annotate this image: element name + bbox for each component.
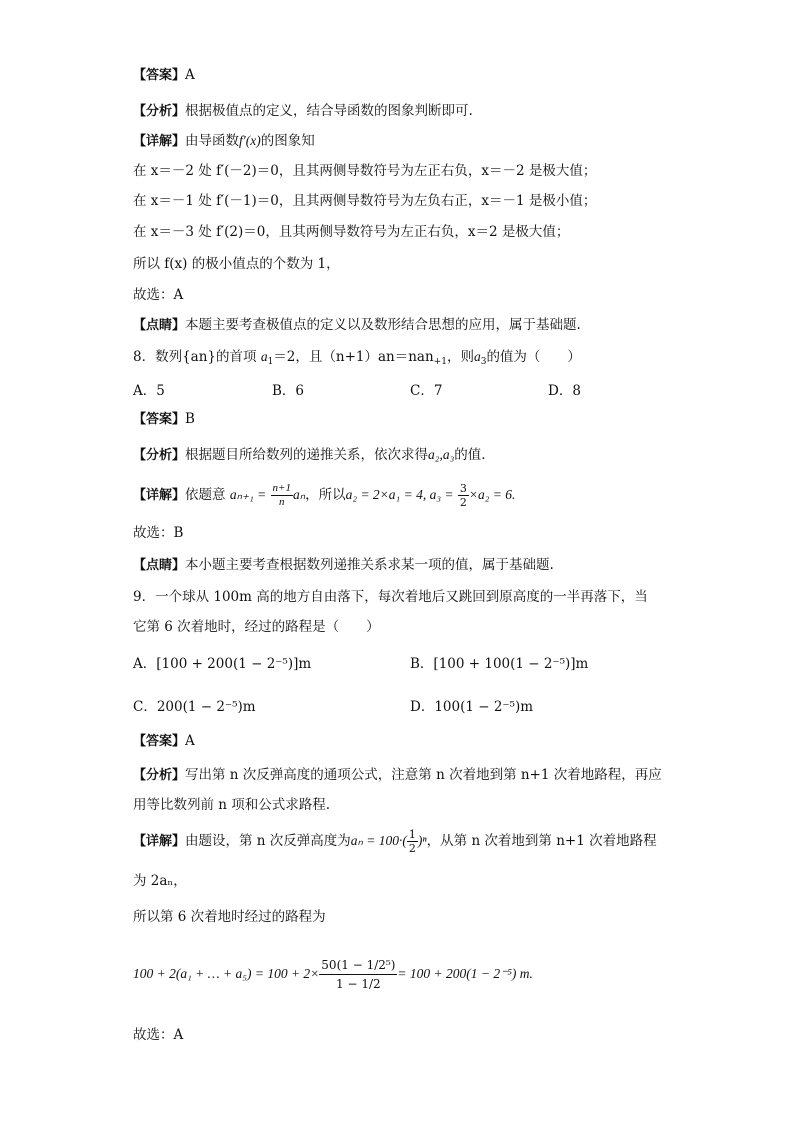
- q9-option-c: [133, 695, 256, 715]
- q9-option-b: [410, 652, 588, 672]
- detail-mid: ，所以: [305, 487, 346, 503]
- answer-tag: 【答案】: [133, 734, 186, 749]
- formula-eq2: ×a₂ = 6.: [468, 487, 516, 502]
- q8-option-a: A．5: [133, 383, 165, 399]
- fraction-half: [407, 828, 418, 855]
- answer-value: B: [185, 411, 195, 427]
- q8-option-d: D．8: [548, 383, 581, 399]
- option-formula: [100 + 100(1 − 2⁻⁵)]m: [433, 656, 589, 672]
- q7-detail: [133, 132, 315, 151]
- q9-analysis-line2: 用等比数列前 n 项和公式求路程.: [133, 797, 331, 813]
- detail-text: 由题设，第 n 次反弹高度为: [185, 833, 351, 849]
- q9-stem-line2: 它第 6 次着地时，经过的路程是（ ）: [133, 619, 380, 635]
- calc-lhs: 100 + 2(a₁ + … + a₅) = 100 + 2×: [133, 966, 320, 981]
- stem-part: ＝2，且（n+1）an＝nan: [273, 349, 434, 365]
- option-formula: [100 + 200(1 − 2⁻⁵)]m: [156, 656, 312, 672]
- option-formula: 100(1 − 2⁻⁵)m: [434, 699, 534, 715]
- analysis-text: 写出第 n 次反弹高度的通项公式，注意第 n 次着地到第 n+1 次着地路程，再应: [185, 767, 662, 783]
- q9-detail-line3: 所以第 6 次着地时经过的路程为: [133, 909, 326, 925]
- var-a1-sub: 1: [267, 357, 274, 367]
- formula-an: aₙ: [292, 487, 306, 502]
- analysis-text: 根据极值点的定义，结合导函数的图象判断即可.: [185, 103, 473, 119]
- q8-comment: [133, 556, 554, 575]
- option-label: D．: [410, 699, 435, 715]
- formula-power: )ⁿ: [417, 833, 427, 848]
- calc-rhs: = 100 + 200(1 − 2⁻⁵) m.: [397, 966, 533, 981]
- q7-line3: 在 x＝－3 处 f′(2)＝0，且其两侧导数符号为左正右负，x＝2 是极大值；: [133, 224, 570, 240]
- comment-text: 本小题主要考查根据数列递推关系求某一项的值，属于基础题.: [185, 557, 554, 573]
- calc-fraction: [319, 956, 397, 993]
- q7-line1: 在 x＝－2 处 f′(－2)＝0，且其两侧导数符号为左正右负，x＝－2 是极大值；: [133, 163, 597, 179]
- formula-eq1: a₂ = 2×a₁ = 4, a₃ =: [345, 487, 454, 502]
- analysis-text: 根据题目所给数列的递推关系，依次求得: [185, 447, 429, 463]
- stem-part: 的值为（ ）: [486, 349, 581, 365]
- detail-tag: 【详解】: [133, 134, 186, 149]
- stem-part: 8．数列{an}的首项: [133, 349, 257, 365]
- q7-analysis: [133, 102, 473, 121]
- analysis-end: 的值.: [454, 447, 486, 463]
- fraction: [271, 482, 293, 509]
- detail-f: f′(x): [239, 133, 261, 148]
- fraction: [458, 482, 469, 509]
- fraction-numerator: n+1: [272, 482, 291, 494]
- fraction-denominator: n: [279, 496, 285, 508]
- q8-answer: [133, 410, 195, 429]
- detail-tag: 【详解】: [133, 834, 186, 849]
- analysis-vars: a₂,a₃: [428, 447, 455, 462]
- q7-line4: 所以 f(x) 的极小值点的个数为 1，: [133, 256, 340, 272]
- analysis-tag: 【分析】: [133, 768, 186, 783]
- comment-tag: 【点睛】: [133, 558, 186, 573]
- detail-lead: 依题意: [185, 487, 226, 503]
- q9-calc: [133, 952, 533, 996]
- var-a1: a: [260, 349, 268, 364]
- comment-text: 本题主要考查极值点的定义以及数形结合思想的应用，属于基础题.: [185, 317, 581, 333]
- q7-answer: [133, 66, 195, 85]
- q7-choose: 故选：A: [133, 287, 184, 303]
- q9-option-d: [410, 695, 533, 715]
- q8-choose: 故选：B: [133, 525, 184, 541]
- q7-line2: 在 x＝－1 处 f′(－1)＝0，且其两侧导数符号为左负右正，x＝－1 是极小值；: [133, 193, 597, 209]
- detail-lead: 由导函数: [185, 133, 240, 149]
- q9-answer: [133, 732, 195, 751]
- option-formula: 200(1 − 2⁻⁵)m: [156, 699, 256, 715]
- q9-option-a: [133, 652, 311, 672]
- option-label: A．: [133, 656, 157, 672]
- q8-option-c: C．7: [410, 383, 443, 399]
- stem-part: ，则: [446, 349, 474, 365]
- q8-detail: [133, 480, 515, 511]
- answer-value: A: [185, 733, 195, 749]
- q7-comment: [133, 316, 581, 335]
- comment-tag: 【点睛】: [133, 318, 186, 333]
- formula-lhs: aₙ₊₁ =: [229, 487, 267, 502]
- answer-tag: 【答案】: [133, 412, 186, 427]
- analysis-tag: 【分析】: [133, 448, 186, 463]
- var-a3: a: [473, 349, 481, 364]
- q8-analysis: [133, 446, 486, 465]
- analysis-tag: 【分析】: [133, 104, 186, 119]
- fraction-numerator: 1: [408, 828, 416, 841]
- answer-tag: 【答案】: [133, 68, 186, 83]
- fraction-numerator: 50(1 − 1/2⁵): [319, 956, 397, 975]
- var-an1-sub: +1: [433, 357, 447, 367]
- option-label: B．: [410, 656, 434, 672]
- fraction-numerator: 3: [459, 482, 467, 495]
- detail-tag: 【详解】: [133, 488, 186, 503]
- answer-value: A: [185, 67, 195, 83]
- q9-detail-line2: 为 2aₙ，: [133, 873, 187, 889]
- q8-option-b: B．6: [272, 383, 305, 399]
- q8-stem: [133, 348, 581, 371]
- detail-text: ，从第 n 次着地到第 n+1 次着地路程: [426, 833, 657, 849]
- option-label: C．: [133, 699, 157, 715]
- fraction-denominator: 2: [408, 842, 416, 855]
- var-a3-sub: 3: [480, 357, 487, 367]
- detail-tail: 的图象知: [260, 133, 315, 149]
- q9-stem-line1: 9．一个球从 100m 高的地方自由落下，每次着地后又跳回到原高度的一半再落下，当: [133, 589, 648, 605]
- q9-analysis-line1: [133, 766, 662, 785]
- q9-choose: 故选：A: [133, 1027, 184, 1043]
- formula-an: aₙ = 100·(: [350, 833, 407, 848]
- fraction-denominator: 2: [459, 496, 467, 509]
- fraction-denominator: 1 − 1/2: [336, 977, 381, 991]
- q9-detail-line1: [133, 824, 657, 859]
